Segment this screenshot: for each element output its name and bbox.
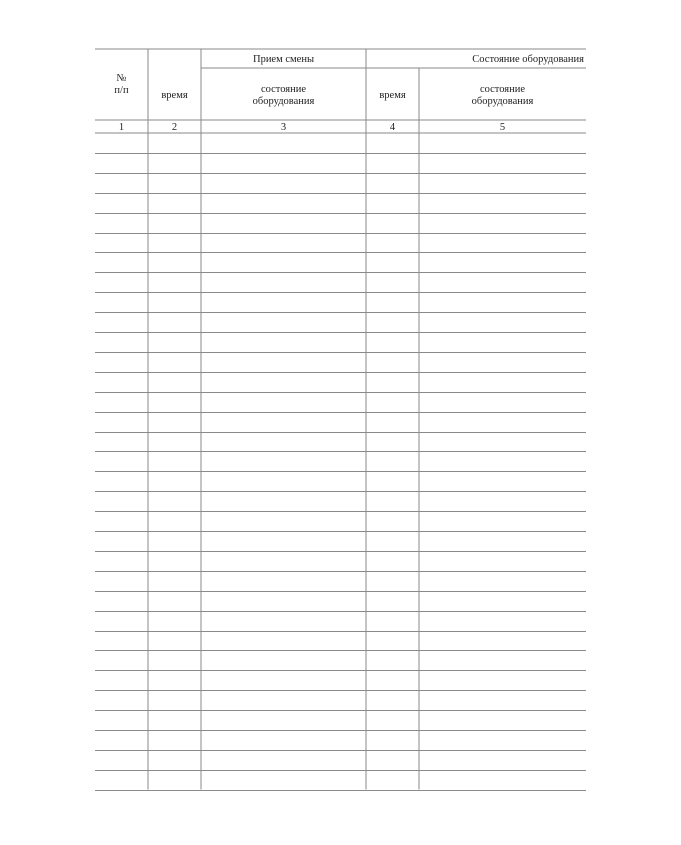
header-state-left-line1: состояние <box>260 84 307 95</box>
header-num-label <box>95 73 148 97</box>
header-state-right-line1: состояние <box>479 84 526 95</box>
header-group-equipment-state: Состояние оборудования <box>472 54 584 65</box>
header-time-right: время <box>379 90 406 101</box>
column-number-5: 5 <box>499 122 506 133</box>
column-number-4: 4 <box>389 122 396 133</box>
column-number-3: 3 <box>280 122 287 133</box>
header-state-left <box>201 84 366 108</box>
column-number-2: 2 <box>171 122 178 133</box>
header-state-right-line2: оборудования <box>471 96 534 107</box>
header-state-left-line2: оборудования <box>252 96 315 107</box>
header-num-symbol: № <box>116 73 127 84</box>
header-num-abbrev: п/п <box>114 85 129 96</box>
column-number-1: 1 <box>118 122 125 133</box>
header-group-shift-acceptance: Прием смены <box>252 54 315 65</box>
header-time-left: время <box>161 90 188 101</box>
header-state-right <box>419 84 586 108</box>
